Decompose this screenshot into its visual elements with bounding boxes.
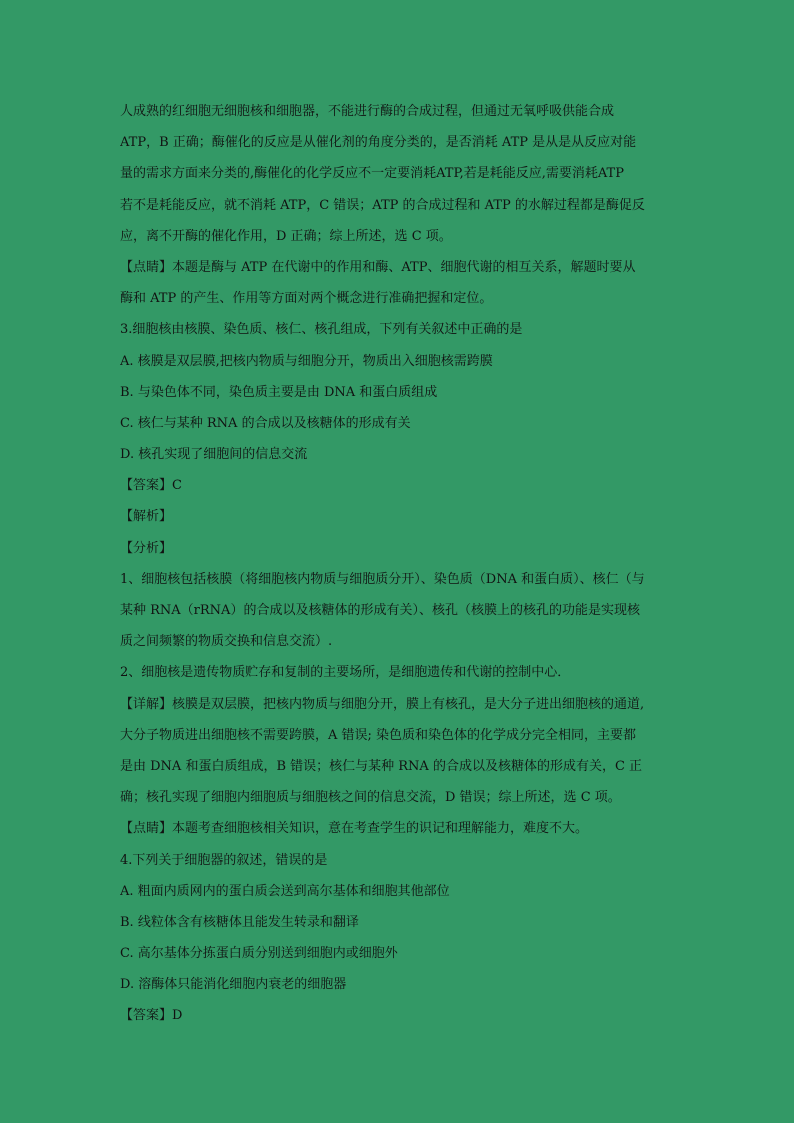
text-line: ATP，B 正确；酶催化的反应是从催化剂的角度分类的，是否消耗 ATP 是从是从反应对能 [120,135,637,151]
question-3-option-c: C. 核仁与某种 RNA 的合成以及核糖体的形成有关 [120,415,411,431]
text-line: 大分子物质进出细胞核不需要跨膜，A 错误; 染色质和染色体的化学成分完全相同，主要都 [120,727,637,743]
key-point-line: 【点睛】本题是酶与 ATP 在代谢中的作用和酶、ATP、细胞代谢的相互关系，解题时要从 [120,259,636,275]
text-line: 酶和 ATP 的产生、作用等方面对两个概念进行准确把握和定位。 [120,291,493,307]
text-line: 1、细胞核包括核膜（将细胞核内物质与细胞质分开）、染色质（DNA 和蛋白质）、核仁（与 [120,571,645,587]
question-3-option-a: A. 核膜是双层膜,把核内物质与细胞分开，物质出入细胞核需跨膜 [120,353,493,369]
question-3-option-b: B. 与染色体不同，染色质主要是由 DNA 和蛋白质组成 [120,384,438,400]
question-3-option-d: D. 核孔实现了细胞间的信息交流 [120,447,308,463]
text-line: 人成熟的红细胞无细胞核和细胞器，不能进行酶的合成过程，但通过无氧呼吸供能合成 [120,104,615,119]
text-line: 确；核孔实现了细胞内细胞质与细胞核之间的信息交流，D 错误；综上所述，选 C 项。 [120,790,621,806]
text-line: 质之间频繁的物质交换和信息交流）. [120,634,333,650]
question-4-option-a: A. 粗面内质网内的蛋白质会送到高尔基体和细胞其他部位 [120,883,450,899]
analysis-label: 【分析】 [120,540,173,556]
answer-label: 【答案】C [120,478,182,494]
text-line: 是由 DNA 和蛋白质组成，B 错误；核仁与某种 RNA 的合成以及核糖体的形成有关，C 正 [120,758,643,774]
answer-label: 【答案】D [120,1008,183,1024]
question-4-option-c: C. 高尔基体分拣蛋白质分别送到细胞内或细胞外 [120,946,398,962]
document-body [120,96,680,1032]
detail-line: 【详解】核膜是双层膜，把核内物质与细胞分开，膜上有核孔，是大分子进出细胞核的通道, [120,696,645,712]
question-4-option-d: D. 溶酶体只能消化细胞内衰老的细胞器 [120,977,347,993]
question-4-option-b: B. 线粒体含有核糖体且能发生转录和翻译 [120,914,359,930]
text-line: 应，离不开酶的催化作用，D 正确；综上所述，选 C 项。 [120,228,452,244]
key-point-line: 【点睛】本题考查细胞核相关知识，意在考查学生的识记和理解能力，难度不大。 [120,821,589,837]
text-line: 量的需求方面来分类的,酶催化的化学反应不一定要消耗ATP,若是耗能反应,需要消耗ATP [120,166,624,182]
question-4-stem: 4.下列关于细胞器的叙述，错误的是 [120,852,328,868]
text-line: 某种 RNA（rRNA）的合成以及核糖体的形成有关）、核孔（核膜上的核孔的功能是实现核 [120,603,640,618]
question-3-stem: 3.细胞核由核膜、染色质、核仁、核孔组成，下列有关叙述中正确的是 [120,322,523,338]
text-line: 若不是耗能反应，就不消耗 ATP，C 错误；ATP 的合成过程和 ATP 的水解过程都是酶促反 [120,197,645,213]
explanation-label: 【解析】 [120,509,173,525]
text-line: 2、细胞核是遗传物质贮存和复制的主要场所，是细胞遗传和代谢的控制中心． [120,665,571,681]
